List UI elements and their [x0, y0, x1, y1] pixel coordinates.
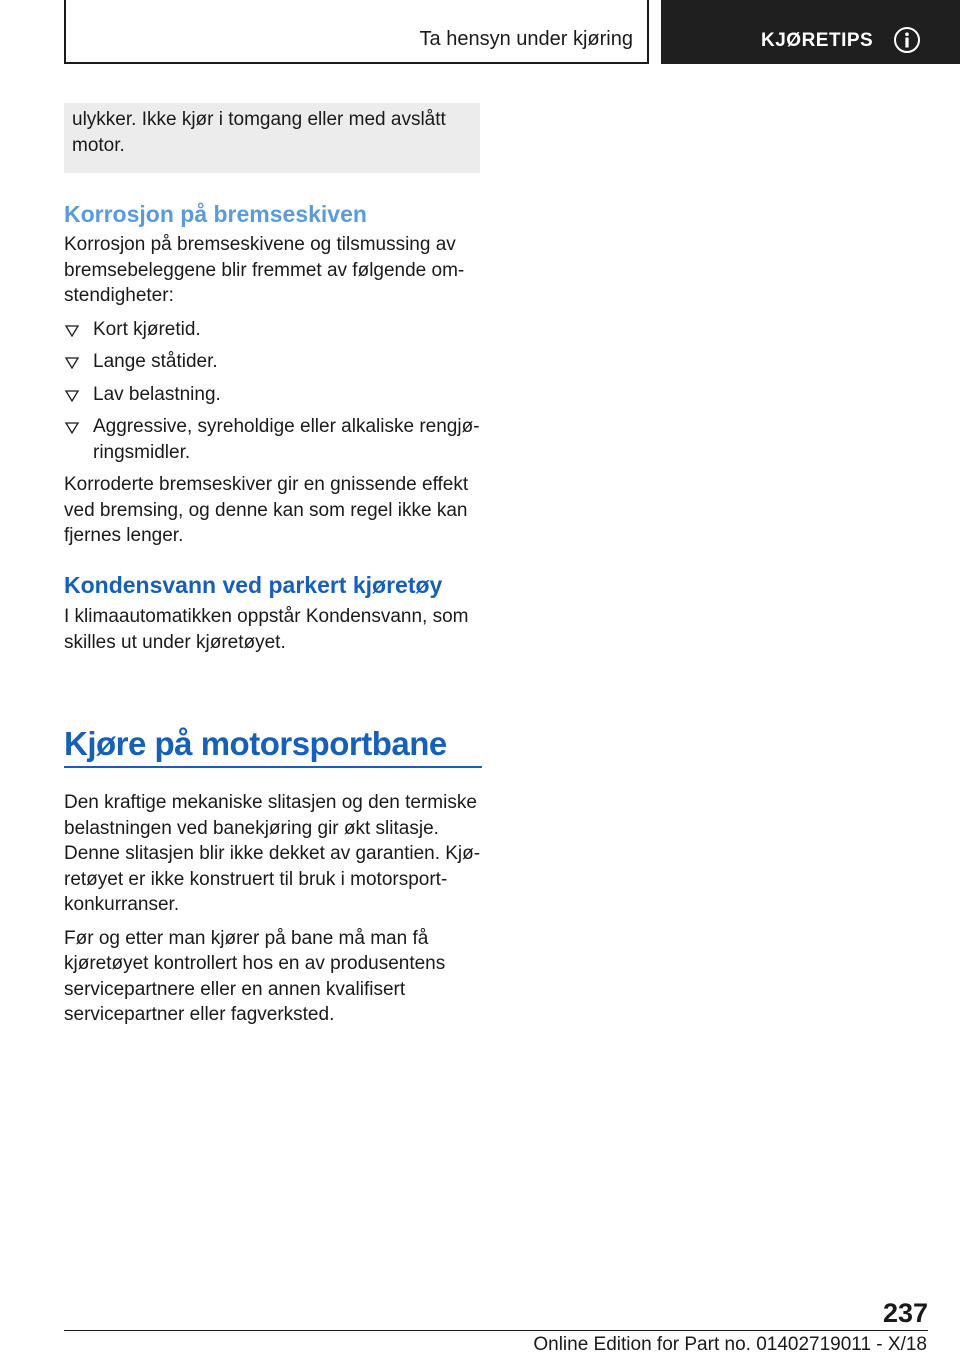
condensation-section — [64, 570, 482, 655]
header-section-title: Ta hensyn under kjøring — [419, 28, 633, 50]
list-item-text: Lav belastning. — [93, 383, 221, 405]
footer-edition: Online Edition for Part no. 01402719011 - X/18 — [533, 1334, 927, 1355]
list-item — [64, 382, 482, 408]
motorsport-paragraph-1: Den kraftige mekaniske slitasjen og den termiske belastningen ved banekjøring gir økt slitasje. Denne slitasjen blir ikke dekket av garantien. Kjøretøyet er ikke konstruert til bruk i motorsportkonkurranser. — [64, 792, 481, 915]
list-item — [64, 349, 482, 375]
corrosion-intro: Korrosjon på bremseskivene og tilsmussing av bremsebeleggene blir fremmet av følgende omstendigheter: — [64, 234, 465, 306]
corrosion-outro: Korroderte bremseskiver gir en gnissende effekt ved bremsing, og denne kan som regel ikke kan fjernes lenger. — [64, 474, 469, 546]
motorsport-paragraph-2: Før og etter man kjører på bane må man få kjøretøyet kontrollert hos en av produsentens servicepartnere eller en annen kvalifisert servicepartner eller fagverksted. — [64, 927, 446, 1025]
list-item-text: Kort kjøretid. — [93, 318, 201, 340]
triangle-bullet-icon — [65, 357, 79, 369]
triangle-bullet-icon — [65, 422, 79, 434]
motorsport-section — [64, 724, 482, 1028]
list-item-text: Aggressive, syreholdige eller alkaliske rengjøringsmidler. — [93, 416, 480, 463]
header-chapter-title: KJØRETIPS — [761, 30, 874, 51]
note-text: ulykker. Ikke kjør i tomgang eller med avslått motor. — [72, 109, 446, 156]
corrosion-list — [64, 317, 482, 466]
list-item — [64, 414, 482, 465]
condensation-text: I klimaautomatikken oppstår Kondensvann, som skilles ut under kjøretøyet. — [64, 606, 469, 653]
heading-rule — [64, 766, 482, 768]
motorsport-heading: Kjøre på motorsportbane — [64, 725, 447, 762]
page-number: 237 — [882, 1298, 928, 1328]
note-box — [64, 103, 480, 173]
info-icon — [893, 26, 921, 54]
corrosion-section — [64, 199, 482, 549]
triangle-bullet-icon — [65, 325, 79, 337]
header-chapter-box — [661, 0, 960, 64]
triangle-bullet-icon — [65, 390, 79, 402]
header-section-box — [64, 0, 649, 64]
corrosion-heading: Korrosjon på bremseskiven — [64, 201, 367, 227]
footer-rule — [64, 1330, 928, 1331]
condensation-heading: Kondensvann ved parkert kjøretøy — [64, 572, 443, 598]
list-item-text: Lange ståtider. — [93, 351, 218, 372]
list-item — [64, 317, 482, 343]
